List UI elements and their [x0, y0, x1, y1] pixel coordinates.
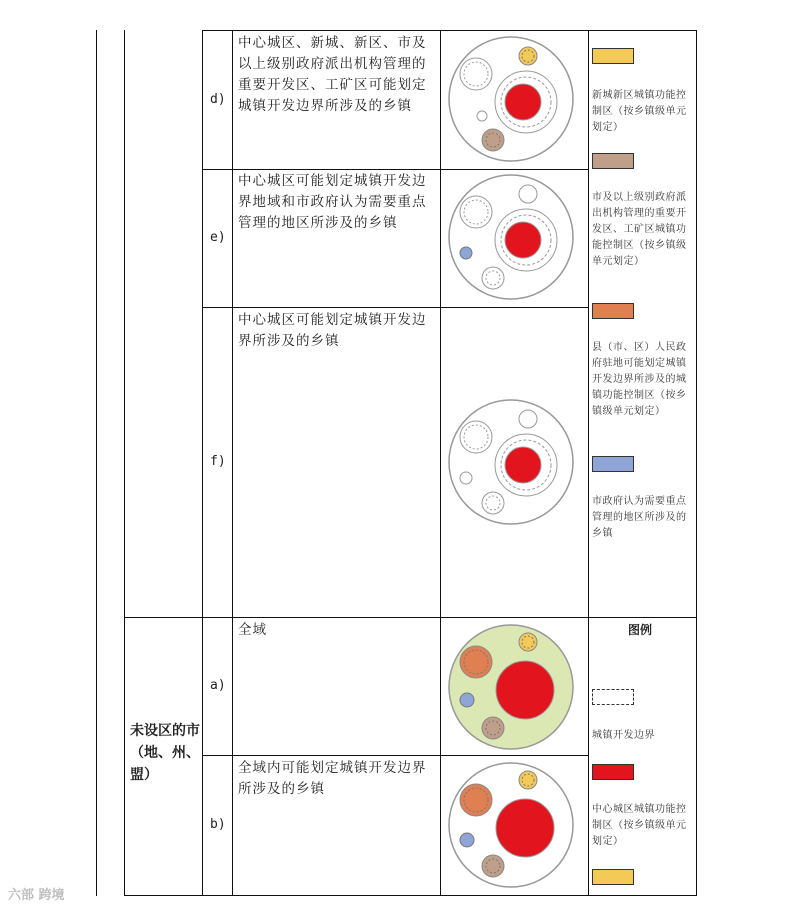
row-label: b): [210, 817, 226, 832]
table-col-line: [440, 30, 441, 896]
diagram-d: [446, 34, 576, 164]
table-col-line: [124, 30, 125, 896]
row-description: 全域内可能划定城镇开发边界所涉及的乡镇: [238, 760, 427, 797]
legend-swatch-tan: [592, 153, 634, 169]
table-col-line: [232, 30, 233, 896]
legend-swatch-blue: [592, 456, 634, 472]
diagram-b: [446, 760, 576, 890]
table-row-line: [202, 307, 588, 308]
row-label: e): [210, 230, 226, 245]
legend-text: 县（市、区）人民政府驻地可能划定城镇开发边界所涉及的城镇功能控制区（按乡镇级单元划定）: [592, 342, 687, 417]
row-label: d): [210, 92, 226, 107]
table-row-line: [124, 895, 696, 896]
table-row-line: [202, 30, 696, 31]
legend-swatch-orange: [592, 303, 634, 319]
legend-text: 市政府认为需要重点管理的地区所涉及的乡镇: [592, 496, 687, 539]
legend-swatch-red: [592, 764, 634, 780]
legend-text: 市及以上级别政府派出机构管理的重要开发区、工矿区城镇功能控制区（按乡镇级单元划定）: [592, 192, 687, 267]
table-row-line: [124, 617, 696, 618]
row-description: 全域: [238, 622, 267, 638]
legend-swatch-yellow: [592, 869, 634, 885]
row-description: 中心城区、新城、新区、市及以上级别政府派出机构管理的重要开发区、工矿区可能划定城镇开发边界所涉及的乡镇: [238, 35, 427, 114]
table-col-line: [588, 30, 589, 896]
table-border-left: [96, 30, 97, 896]
table-row-line: [202, 755, 588, 756]
watermark: 六部 跨境: [8, 888, 65, 903]
row-label: a): [210, 678, 226, 693]
diagram-f: [446, 397, 576, 527]
row-label: f): [210, 454, 226, 469]
city-group-title: 未设区的市（地、州、盟）: [130, 723, 200, 783]
table-row-line: [202, 169, 588, 170]
diagram-e: [446, 172, 576, 302]
diagram-a: [446, 622, 576, 752]
table-border-right: [696, 30, 697, 896]
legend-swatch-boundary: [592, 689, 634, 705]
legend-text: 城镇开发边界: [592, 730, 655, 741]
legend-text: 新城新区城镇功能控制区（按乡镇级单元划定）: [592, 90, 687, 133]
legend-text: 中心城区城镇功能控制区（按乡镇级单元划定）: [592, 804, 687, 847]
row-description: 中心城区可能划定城镇开发边界地域和市政府认为需要重点管理的地区所涉及的乡镇: [238, 173, 427, 231]
row-description: 中心城区可能划定城镇开发边界所涉及的乡镇: [238, 312, 427, 349]
legend-title: 图例: [628, 623, 653, 637]
table-col-line: [202, 30, 203, 896]
legend-swatch-yellow: [592, 48, 634, 64]
